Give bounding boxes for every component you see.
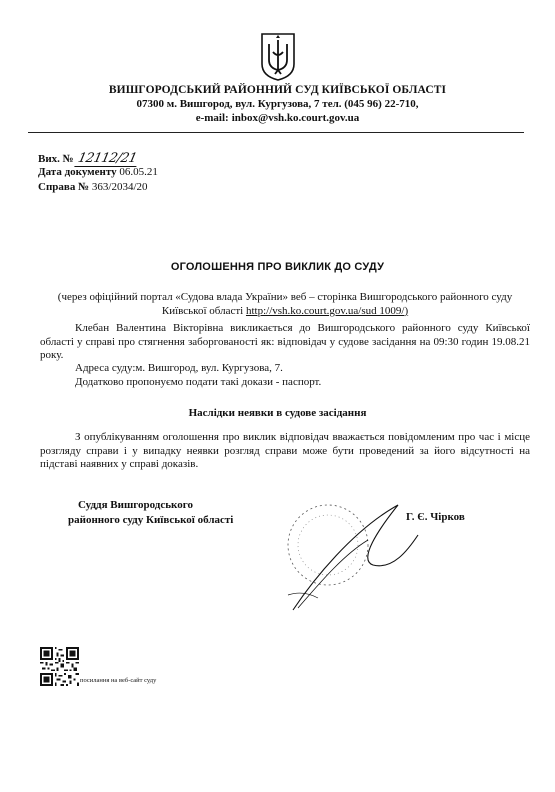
consequences-heading: Наслідки неявки в судове засідання xyxy=(188,407,367,419)
portal-link[interactable]: http://vsh.ko.court.gov.ua/sud 1009/) xyxy=(245,304,409,317)
judge-title xyxy=(68,498,233,528)
header-divider xyxy=(28,132,524,133)
qr-code[interactable] xyxy=(40,647,79,686)
summons-paragraph: Клебан Валентина Вікторівна викликається до Вишгородського районного суду Київської області у справі про стягнення заборгованості як: відповідач у судове засідання на 09:30 годин 19.08.21 року. xyxy=(40,322,530,362)
document-date xyxy=(38,166,158,178)
email-value: inbox@vsh.ko.court.gov.ua xyxy=(231,112,360,124)
seal-and-signature xyxy=(258,490,428,620)
consequences-paragraph: З опублікуванням оголошення про виклик відповідач вважається повідомленим про час і місце розгляду справи і у випадку неявки розгляд справи може бути проведений за його відсутності на підставі наявних у справі доказів. xyxy=(40,431,530,471)
qr-caption: посилання на веб-сайт суду xyxy=(80,677,157,684)
outgoing-label: Вих. № xyxy=(38,153,74,165)
portal-paragraph xyxy=(40,291,530,318)
case-value: 363/2034/20 xyxy=(91,181,148,193)
judge-title-line2: районного суду Київської області xyxy=(68,514,234,526)
outgoing-number xyxy=(38,151,139,167)
court-email-line xyxy=(0,112,555,124)
evidence-paragraph: Додатково пропонуємо подати такі докази - паспорт. xyxy=(75,376,322,388)
court-address-paragraph: Адреса суду:м. Вишгород, вул. Кургузова, 7. xyxy=(75,362,283,374)
date-value: 06.05.21 xyxy=(119,166,158,178)
case-label: Справа № xyxy=(38,181,90,193)
case-number xyxy=(38,181,148,193)
judge-title-line1: Суддя Вишгородського xyxy=(78,499,193,511)
notice-title: ОГОЛОШЕННЯ ПРО ВИКЛИК ДО СУДУ xyxy=(170,261,385,273)
court-address: 07300 м. Вишгород, вул. Кургузова, 7 тел. (045 96) 22-710, xyxy=(136,98,419,110)
judge-name: Г. Є. Чірков xyxy=(406,511,465,523)
outgoing-value: 12112/21 xyxy=(75,151,141,167)
date-label: Дата документу xyxy=(38,166,117,178)
coat-of-arms-icon xyxy=(259,32,297,82)
court-name: ВИШГОРОДСЬКИЙ РАЙОННИЙ СУД КИЇВСЬКОЇ ОБЛАСТІ xyxy=(108,84,447,96)
portal-text: (через офіційний портал «Судова влада України» веб – сторінка Вишгородського районного суду Київської області xyxy=(57,291,513,317)
email-label: e-mail: xyxy=(195,112,229,124)
